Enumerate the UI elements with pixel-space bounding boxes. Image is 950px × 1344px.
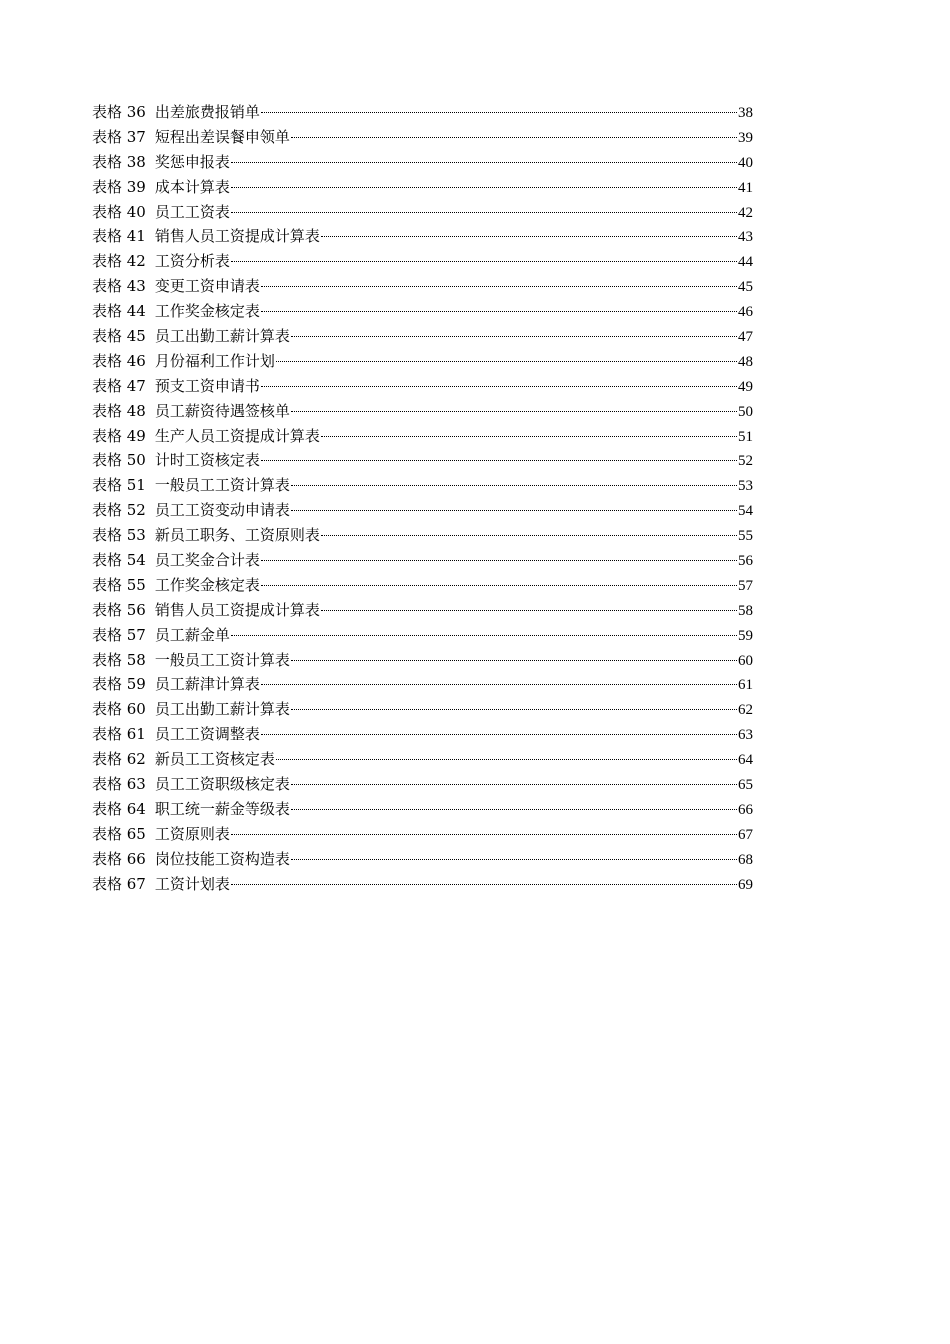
toc-entry[interactable] [92,150,753,175]
toc-entry-title: 短程出差误餐申领单 [154,127,290,146]
toc-entry-label: 表格 49 [92,426,146,445]
toc-entry-label: 表格 46 [92,351,146,370]
toc-entry-page-number: 56 [738,553,753,570]
toc-entry-page-number: 59 [738,627,753,644]
dot-leader [291,410,737,412]
toc-entry-label: 表格 38 [92,152,146,171]
toc-entry-label: 表格 47 [92,376,146,395]
toc-entry[interactable] [92,822,753,847]
dot-leader [321,435,737,437]
toc-entry[interactable] [92,672,753,697]
toc-entry-title: 员工奖金合计表 [154,551,260,570]
toc-entry-title: 工资原则表 [154,824,230,843]
toc-entry-page-number: 64 [738,752,753,769]
toc-entry-page-number: 47 [738,329,753,346]
toc-entry-page-number: 48 [738,353,753,370]
toc-entry-label: 表格 62 [92,750,146,769]
toc-entry-title: 销售人员工资提成计算表 [154,227,320,246]
toc-entry-page-number: 42 [738,204,753,221]
toc-entry-page-number: 65 [738,777,753,794]
toc-entry[interactable] [92,847,753,872]
toc-entry-label: 表格 37 [92,127,146,146]
toc-entry-title: 员工工资调整表 [154,725,260,744]
toc-entry[interactable] [92,249,753,274]
toc-entry-label: 表格 52 [92,501,146,520]
toc-entry[interactable] [92,747,753,772]
dot-leader [231,260,737,262]
toc-entry-title: 职工统一薪金等级表 [154,799,290,818]
toc-entry-title: 员工工资变动申请表 [154,501,290,520]
toc-entry-page-number: 54 [738,503,753,520]
toc-entry-label: 表格 63 [92,775,146,794]
toc-entry-title: 一般员工工资计算表 [154,650,290,669]
toc-entry-label: 表格 44 [92,302,146,321]
toc-entry-page-number: 68 [738,851,753,868]
toc-entry-title: 销售人员工资提成计算表 [154,600,320,619]
toc-entry-title: 奖惩申报表 [154,152,230,171]
toc-entry-label: 表格 60 [92,700,146,719]
toc-entry-page-number: 58 [738,602,753,619]
toc-entry-label: 表格 56 [92,600,146,619]
toc-entry-label: 表格 59 [92,675,146,694]
toc-entry-label: 表格 55 [92,575,146,594]
dot-leader [231,186,737,188]
dot-leader [291,708,737,710]
toc-entry-page-number: 57 [738,577,753,594]
dot-leader [261,310,737,312]
toc-entry-page-number: 51 [738,428,753,445]
toc-entry[interactable] [92,100,753,125]
toc-entry-page-number: 45 [738,279,753,296]
toc-entry-title: 新员工工资核定表 [154,750,275,769]
toc-entry-label: 表格 42 [92,252,146,271]
dot-leader [291,858,737,860]
toc-entry[interactable] [92,224,753,249]
toc-entry-title: 新员工职务、工资原则表 [154,526,320,545]
dot-leader [261,459,737,461]
toc-entry-page-number: 43 [738,229,753,246]
toc-entry-label: 表格 41 [92,227,146,246]
toc-entry-title: 月份福利工作计划 [154,351,275,370]
toc-entry-label: 表格 48 [92,401,146,420]
toc-entry-label: 表格 45 [92,327,146,346]
toc-entry[interactable] [92,324,753,349]
toc-entry[interactable] [92,722,753,747]
toc-entry-page-number: 46 [738,304,753,321]
toc-entry-page-number: 41 [738,179,753,196]
dot-leader [261,385,737,387]
dot-leader [291,783,737,785]
toc-entry-label: 表格 50 [92,451,146,470]
toc-entry[interactable] [92,274,753,299]
toc-entry[interactable] [92,498,753,523]
toc-entry[interactable] [92,200,753,225]
toc-entry-page-number: 52 [738,453,753,470]
toc-entry-label: 表格 58 [92,650,146,669]
dot-leader [261,559,737,561]
toc-entry[interactable] [92,399,753,424]
toc-entry-label: 表格 51 [92,476,146,495]
toc-entry-page-number: 69 [738,876,753,893]
toc-entry-title: 一般员工工资计算表 [154,476,290,495]
toc-entry[interactable] [92,623,753,648]
toc-entry[interactable] [92,523,753,548]
toc-entry[interactable] [92,175,753,200]
toc-entry-label: 表格 65 [92,824,146,843]
toc-entry-title: 出差旅费报销单 [154,103,260,121]
dot-leader [276,360,737,362]
toc-entry-label: 表格 66 [92,849,146,868]
toc-entry[interactable] [92,697,753,722]
dot-leader [291,335,737,337]
dot-leader [321,534,737,536]
toc-entry-page-number: 49 [738,378,753,395]
dot-leader [261,285,737,287]
toc-entry[interactable] [92,424,753,449]
toc-entry[interactable] [92,797,753,822]
toc-entry-label: 表格 54 [92,551,146,570]
toc-entry-label: 表格 61 [92,725,146,744]
toc-entry-title: 工资计划表 [154,874,230,893]
toc-entry[interactable] [92,872,753,897]
toc-entry[interactable] [92,349,753,374]
toc-entry[interactable] [92,299,753,324]
dot-leader [321,235,737,237]
toc-entry-page-number: 44 [738,254,753,271]
dot-leader [291,509,737,511]
dot-leader [261,733,737,735]
toc-entry[interactable] [92,648,753,673]
dot-leader [231,161,737,163]
toc-entry-title: 员工薪资待遇签核单 [154,401,290,420]
toc-entry-page-number: 60 [738,652,753,669]
toc-entry-title: 员工出勤工薪计算表 [154,327,290,346]
toc-entry-title: 工资分析表 [154,252,230,271]
toc-entry[interactable] [92,573,753,598]
table-of-contents [92,100,753,897]
toc-entry-title: 工作奖金核定表 [154,302,260,321]
toc-entry-title: 计时工资核定表 [154,451,260,470]
dot-leader [291,484,737,486]
toc-entry-page-number: 61 [738,677,753,694]
dot-leader [231,883,737,885]
toc-entry-title: 员工薪金单 [154,625,230,644]
toc-entry[interactable] [92,473,753,498]
toc-entry[interactable] [92,125,753,150]
toc-entry[interactable] [92,374,753,399]
dot-leader [261,111,737,113]
toc-entry-label: 表格 67 [92,874,146,893]
toc-entry-page-number: 39 [738,129,753,146]
toc-entry-label: 表格 40 [92,202,146,221]
toc-entry-title: 员工工资职级核定表 [154,775,290,794]
toc-entry-page-number: 67 [738,826,753,843]
toc-entry[interactable] [92,598,753,623]
toc-entry-page-number: 53 [738,478,753,495]
toc-entry-page-number: 63 [738,727,753,744]
toc-entry-title: 预支工资申请书 [154,376,260,395]
dot-leader [231,833,737,835]
toc-entry[interactable] [92,448,753,473]
toc-entry-title: 变更工资申请表 [154,277,260,296]
dot-leader [261,584,737,586]
toc-entry-page-number: 55 [738,528,753,545]
toc-entry[interactable] [92,772,753,797]
toc-entry-label: 表格 64 [92,799,146,818]
toc-entry-page-number: 62 [738,702,753,719]
toc-entry-label: 表格 53 [92,526,146,545]
dot-leader [231,634,737,636]
toc-entry-page-number: 38 [738,105,753,121]
toc-entry-page-number: 66 [738,801,753,818]
toc-entry-label: 表格 36 [92,103,146,121]
dot-leader [291,136,737,138]
toc-entry-page-number: 50 [738,403,753,420]
dot-leader [321,609,737,611]
dot-leader [291,659,737,661]
toc-entry-title: 员工工资表 [154,202,230,221]
dot-leader [261,683,737,685]
toc-entry-label: 表格 57 [92,625,146,644]
toc-entry-title: 岗位技能工资构造表 [154,849,290,868]
toc-entry-title: 员工薪津计算表 [154,675,260,694]
toc-entry-label: 表格 43 [92,277,146,296]
toc-entry-label: 表格 39 [92,177,146,196]
toc-entry-title: 工作奖金核定表 [154,575,260,594]
toc-entry[interactable] [92,548,753,573]
dot-leader [231,211,737,213]
toc-entry-title: 员工出勤工薪计算表 [154,700,290,719]
toc-entry-title: 生产人员工资提成计算表 [154,426,320,445]
dot-leader [276,758,737,760]
toc-entry-page-number: 40 [738,154,753,171]
dot-leader [291,808,737,810]
toc-entry-title: 成本计算表 [154,177,230,196]
